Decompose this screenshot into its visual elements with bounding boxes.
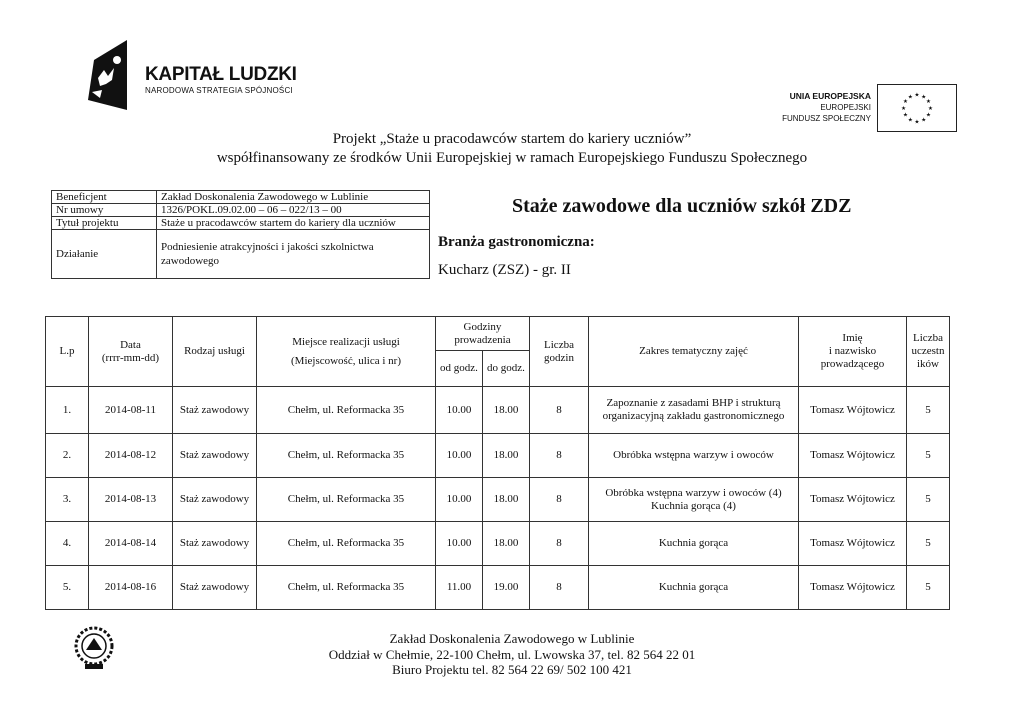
info-value: Podniesienie atrakcyjności i jakości szkolnictwa zawodowego <box>157 230 430 279</box>
footer-line1: Zakład Doskonalenia Zawodowego w Lublinie <box>389 631 635 646</box>
col-nazwisko: i nazwisko prowadzącego <box>820 345 885 370</box>
cell-od: 11.00 <box>436 566 483 610</box>
info-value: 1326/POKL.09.02.00 – 06 – 022/13 – 00 <box>157 204 430 217</box>
cell-data: 2014-08-14 <box>89 522 173 566</box>
col-miejsce-label: Miejsce realizacji usługi <box>292 335 400 348</box>
cell-do: 19.00 <box>483 566 530 610</box>
table-row <box>46 434 950 478</box>
svg-text:★: ★ <box>901 105 907 112</box>
col-miejsce-sub: (Miejscowość, ulica i nr) <box>291 354 401 367</box>
cell-miejsce: Chełm, ul. Reformacka 35 <box>257 434 436 478</box>
info-row <box>52 230 430 279</box>
svg-text:★: ★ <box>925 99 932 106</box>
cell-uczestnicy: 5 <box>907 387 950 434</box>
cell-lp: 3. <box>46 478 89 522</box>
eu-flag-icon <box>877 84 957 132</box>
cell-uczestnicy: 5 <box>907 522 950 566</box>
col-uczestnicy: Liczba uczestn ików <box>907 317 950 387</box>
footer-line3: Biuro Projektu tel. 82 564 22 69/ 502 100 421 <box>392 662 632 677</box>
project-header <box>0 130 1024 168</box>
cell-rodzaj: Staż zawodowy <box>173 434 257 478</box>
cell-miejsce: Chełm, ul. Reformacka 35 <box>257 522 436 566</box>
cell-data: 2014-08-11 <box>89 387 173 434</box>
logo-subtitle: NARODOWA STRATEGIA SPÓJNOŚCI <box>145 86 293 95</box>
eu-line3: FUNDUSZ SPOŁECZNY <box>782 114 871 123</box>
cell-prowadzacy: Tomasz Wójtowicz <box>799 522 907 566</box>
info-label: Działanie <box>52 230 157 279</box>
col-imie: Imię <box>842 332 863 344</box>
col-od: od godz. <box>436 351 483 387</box>
col-godziny: Godziny prowadzenia <box>436 317 530 351</box>
table-row <box>46 522 950 566</box>
footer-line2: Oddział w Chełmie, 22-100 Chełm, ul. Lwowska 37, tel. 82 564 22 01 <box>328 646 696 662</box>
svg-text:★: ★ <box>914 92 920 99</box>
cell-godzin: 8 <box>530 387 589 434</box>
cell-rodzaj: Staż zawodowy <box>173 566 257 610</box>
cell-od: 10.00 <box>436 478 483 522</box>
info-row <box>52 217 430 230</box>
info-label: Beneficjent <box>52 191 157 204</box>
cell-do: 18.00 <box>483 478 530 522</box>
info-label: Nr umowy <box>52 204 157 217</box>
col-data-format: (rrrr-mm-dd) <box>101 351 160 364</box>
cell-lp: 5. <box>46 566 89 610</box>
cell-data: 2014-08-13 <box>89 478 173 522</box>
svg-text:★: ★ <box>902 99 909 106</box>
branza-label: Branża gastronomiczna: <box>438 234 595 250</box>
table-row <box>46 387 950 434</box>
cell-godzin: 8 <box>530 434 589 478</box>
cell-do: 18.00 <box>483 522 530 566</box>
eu-logo-text <box>782 91 871 124</box>
col-data <box>89 317 173 387</box>
cell-zakres: Kuchnia gorąca <box>589 522 799 566</box>
cell-miejsce: Chełm, ul. Reformacka 35 <box>257 566 436 610</box>
cell-godzin: 8 <box>530 566 589 610</box>
info-label: Tytuł projektu <box>52 217 157 230</box>
cell-prowadzacy: Tomasz Wójtowicz <box>799 387 907 434</box>
logo-title: KAPITAŁ LUDZKI <box>145 64 297 85</box>
cell-do: 18.00 <box>483 387 530 434</box>
cell-uczestnicy: 5 <box>907 478 950 522</box>
cell-data: 2014-08-16 <box>89 566 173 610</box>
cell-od: 10.00 <box>436 434 483 478</box>
footer <box>0 631 1024 678</box>
cell-zakres: Zapoznanie z zasadami BHP i strukturą organizacyjną zakładu gastronomicznego <box>589 387 799 434</box>
cell-data: 2014-08-12 <box>89 434 173 478</box>
cell-lp: 2. <box>46 434 89 478</box>
svg-text:★: ★ <box>902 112 909 119</box>
cell-zakres: Obróbka wstępna warzyw i owoców <box>589 434 799 478</box>
cell-rodzaj: Staż zawodowy <box>173 522 257 566</box>
cell-prowadzacy: Tomasz Wójtowicz <box>799 478 907 522</box>
cell-miejsce: Chełm, ul. Reformacka 35 <box>257 387 436 434</box>
svg-text:★: ★ <box>921 117 927 124</box>
col-do: do godz. <box>483 351 530 387</box>
page-title: Staże zawodowe dla uczniów szkół ZDZ <box>512 195 852 217</box>
svg-text:★: ★ <box>914 119 920 126</box>
col-liczba-godzin: Liczba godzin <box>530 317 589 387</box>
project-line1: Projekt „Staże u pracodawców startem do kariery uczniów” <box>332 131 692 147</box>
header-row <box>46 317 950 351</box>
group-label: Kucharz (ZSZ) - gr. II <box>438 262 571 278</box>
eu-line1: UNIA EUROPEJSKA <box>789 91 871 101</box>
cell-rodzaj: Staż zawodowy <box>173 387 257 434</box>
cell-lp: 1. <box>46 387 89 434</box>
cell-do: 18.00 <box>483 434 530 478</box>
cell-miejsce: Chełm, ul. Reformacka 35 <box>257 478 436 522</box>
cell-zakres: Obróbka wstępna warzyw i owoców (4) Kuchnia gorąca (4) <box>589 478 799 522</box>
info-table <box>51 190 430 279</box>
col-rodzaj: Rodzaj usługi <box>173 317 257 387</box>
cell-prowadzacy: Tomasz Wójtowicz <box>799 566 907 610</box>
cell-zakres: Kuchnia gorąca <box>589 566 799 610</box>
cell-rodzaj: Staż zawodowy <box>173 478 257 522</box>
info-value: Staże u pracodawców startem do kariery dla uczniów <box>157 217 430 230</box>
col-prowadzacy <box>799 317 907 387</box>
svg-text:★: ★ <box>907 94 913 101</box>
cell-uczestnicy: 5 <box>907 434 950 478</box>
col-data-label: Data <box>120 338 141 351</box>
svg-text:★: ★ <box>925 112 932 119</box>
col-zakres: Zakres tematyczny zajęć <box>589 317 799 387</box>
cell-uczestnicy: 5 <box>907 566 950 610</box>
eu-line2: EUROPEJSKI <box>820 103 871 112</box>
table-row <box>46 566 950 610</box>
info-row <box>52 191 430 204</box>
project-line2: współfinansowany ze środków Unii Europejskiej w ramach Europejskiego Funduszu Społecznego <box>216 150 808 166</box>
col-miejsce <box>257 317 436 387</box>
cell-prowadzacy: Tomasz Wójtowicz <box>799 434 907 478</box>
svg-text:★: ★ <box>921 94 927 101</box>
cell-godzin: 8 <box>530 522 589 566</box>
table-row <box>46 478 950 522</box>
cell-od: 10.00 <box>436 522 483 566</box>
svg-text:★: ★ <box>907 117 913 124</box>
schedule-table <box>45 316 950 610</box>
info-row <box>52 204 430 217</box>
cell-godzin: 8 <box>530 478 589 522</box>
info-value: Zakład Doskonalenia Zawodowego w Lublinie <box>157 191 430 204</box>
cell-od: 10.00 <box>436 387 483 434</box>
cell-lp: 4. <box>46 522 89 566</box>
svg-text:★: ★ <box>927 105 933 112</box>
col-lp: L.p <box>46 317 89 387</box>
